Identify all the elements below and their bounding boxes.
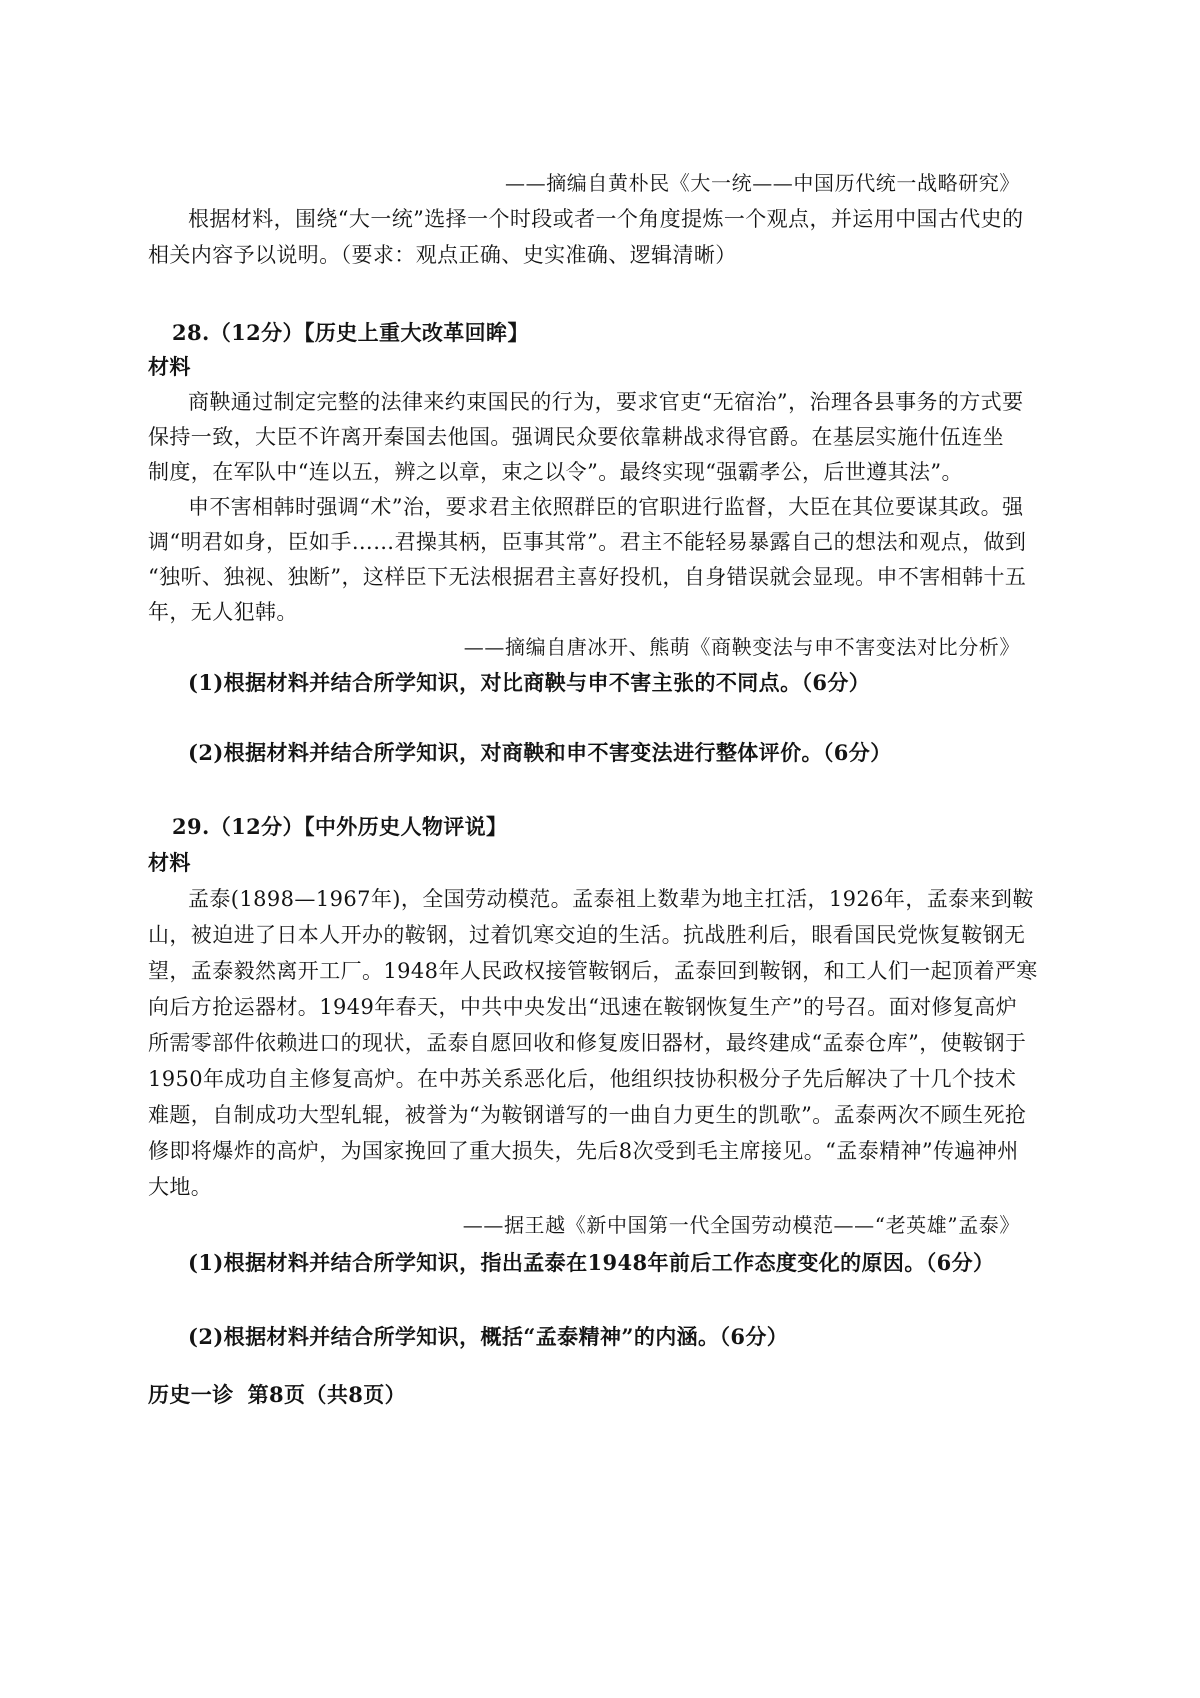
q29-paragraph-line-4: 向后方抢运器材。1949年春天，中共中央发出“迅速在鞍钢恢复生产”的号召。面对修复高炉: [148, 995, 1018, 1019]
q28-subquestion-1: (1)根据材料并结合所学知识，对比商鞅与申不害主张的不同点。（6分）: [188, 670, 871, 695]
q29-heading: 29.（12分）【中外历史人物评说】: [172, 814, 508, 839]
q28-paragraph-2-line-1: 申不害相韩时强调“术”治，要求君主依照群臣的官职进行监督，大臣在其位要谋其政。强: [188, 495, 1024, 519]
q28-subquestion-2: (2)根据材料并结合所学知识，对商鞅和申不害变法进行整体评价。（6分）: [188, 740, 892, 765]
q29-paragraph-line-2: 山，被迫进了日本人开办的鞍钢，过着饥寒交迫的生活。抗战胜利后，眼看国民党恢复鞍钢无: [148, 923, 1026, 947]
q29-source-citation: ——据王越《新中国第一代全国劳动模范——“老英雄”孟泰》: [462, 1213, 1020, 1237]
q29-subquestion-2: (2)根据材料并结合所学知识，概括“孟泰精神”的内涵。（6分）: [188, 1324, 789, 1349]
q29-paragraph-line-8: 修即将爆炸的高炉，为国家挽回了重大损失，先后8次受到毛主席接见。“孟泰精神”传遍神州: [148, 1139, 1019, 1163]
q29-subquestion-1: (1)根据材料并结合所学知识，指出孟泰在1948年前后工作态度变化的原因。（6分）: [188, 1250, 995, 1275]
q28-material-label: 材料: [148, 354, 191, 379]
page-footer: [148, 1380, 406, 1410]
q28-source-citation: ——摘编自唐冰开、熊萌《商鞅变法与申不害变法对比分析》: [463, 635, 1020, 659]
q28-paragraph-2-line-3: “独听、独视、独断”，这样臣下无法根据君主喜好投机，自身错误就会显现。申不害相韩十五: [148, 565, 1027, 589]
q29-paragraph-line-6: 1950年成功自主修复高炉。在中苏关系恶化后，他组织技协积极分子先后解决了十几个技术: [148, 1067, 1017, 1091]
q28-paragraph-1-line-1: 商鞅通过制定完整的法律来约束国民的行为，要求官吏“无宿治”，治理各县事务的方式要: [188, 390, 1024, 414]
q28-paragraph-2-line-4: 年，无人犯韩。: [148, 600, 298, 624]
q29-paragraph-line-1: 孟泰(1898—1967年)，全国劳动模范。孟泰祖上数辈为地主扛活，1926年，孟泰来到鞍: [188, 887, 1034, 911]
q28-paragraph-1-line-3: 制度，在军队中“连以五，辨之以章，束之以令”。最终实现“强霸孝公，后世遵其法”。: [148, 460, 963, 484]
q27-prompt-line-2: 相关内容予以说明。（要求：观点正确、史实准确、逻辑清晰）: [148, 243, 737, 267]
q29-paragraph-line-7: 难题，自制成功大型轧辊，被誉为“为鞍钢谱写的一曲自力更生的凯歌”。孟泰两次不顾生死抢: [148, 1103, 1027, 1127]
q27-prompt-line-1: 根据材料，围绕“大一统”选择一个时段或者一个角度提炼一个观点，并运用中国古代史的: [188, 207, 1024, 231]
q29-paragraph-line-5: 所需零部件依赖进口的现状，孟泰自愿回收和修复废旧器材，最终建成“孟泰仓库”，使鞍钢于: [148, 1031, 1027, 1055]
footer-subject: 历史一诊: [148, 1382, 234, 1407]
q29-paragraph-line-9: 大地。: [148, 1175, 213, 1199]
footer-page-number: 第8页（共8页）: [247, 1382, 407, 1407]
q28-heading: 28.（12分）【历史上重大改革回眸】: [172, 320, 529, 345]
q27-source-citation: ——摘编自黄朴民《大一统——中国历代统一战略研究》: [505, 171, 1020, 195]
q29-material-label: 材料: [148, 850, 191, 875]
q28-paragraph-1-line-2: 保持一致，大臣不许离开秦国去他国。强调民众要依靠耕战求得官爵。在基层实施什伍连坐: [148, 425, 1004, 449]
q28-paragraph-2-line-2: 调“明君如身，臣如手……君操其柄，臣事其常”。君主不能轻易暴露自己的想法和观点，做到: [148, 530, 1027, 554]
q29-paragraph-line-3: 望，孟泰毅然离开工厂。1948年人民政权接管鞍钢后，孟泰回到鞍钢，和工人们一起顶着严寒: [148, 959, 1038, 983]
